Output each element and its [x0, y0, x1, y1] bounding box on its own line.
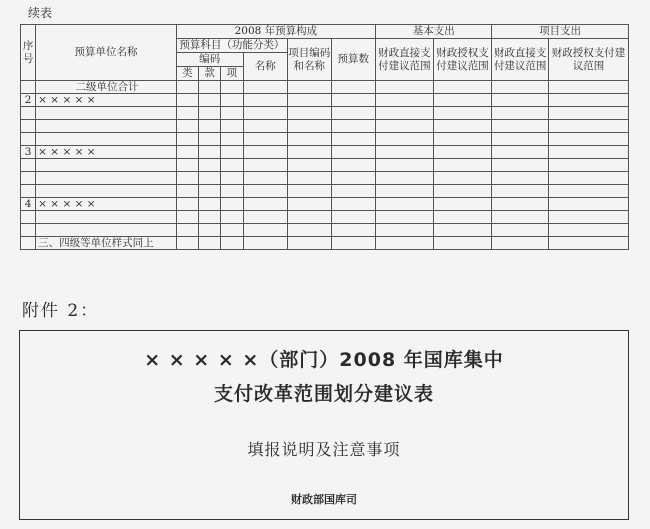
table-cell — [549, 120, 629, 133]
table-cell — [433, 159, 492, 172]
row-unit-name — [36, 133, 177, 146]
table-cell — [243, 133, 288, 146]
table-cell — [221, 172, 243, 185]
table-cell — [243, 185, 288, 198]
table-cell — [549, 198, 629, 211]
notice-box — [19, 330, 629, 520]
row-seq — [21, 237, 36, 250]
table-cell — [433, 146, 492, 159]
table-row — [21, 94, 629, 107]
table-cell — [376, 224, 434, 237]
table-cell — [243, 107, 288, 120]
table-cell — [199, 120, 221, 133]
table-cell — [331, 185, 376, 198]
table-cell — [176, 81, 198, 94]
table-cell — [331, 146, 376, 159]
table-cell — [243, 198, 288, 211]
table-cell — [331, 172, 376, 185]
table-row — [21, 133, 629, 146]
table-cell — [492, 159, 549, 172]
table-cell — [492, 224, 549, 237]
table-cell — [549, 81, 629, 94]
table-cell — [376, 159, 434, 172]
table-cell — [176, 133, 198, 146]
row-seq — [21, 81, 36, 94]
table-cell — [433, 107, 492, 120]
table-cell — [221, 159, 243, 172]
table-cell — [176, 120, 198, 133]
table-cell — [549, 172, 629, 185]
table-cell — [549, 224, 629, 237]
table-cell — [221, 224, 243, 237]
table-cell — [433, 81, 492, 94]
table-cell — [376, 94, 434, 107]
table-cell — [221, 211, 243, 224]
table-cell — [288, 94, 331, 107]
table-cell — [221, 120, 243, 133]
table-cell — [331, 94, 376, 107]
notice-issuer: 财政部国库司 — [291, 493, 357, 506]
table-cell — [288, 198, 331, 211]
table-cell — [288, 237, 331, 250]
table-cell — [221, 133, 243, 146]
table-cell — [376, 146, 434, 159]
row-unit-name — [36, 224, 177, 237]
attachment-label: 附件 2： — [22, 301, 100, 321]
row-unit-name: × × × × × — [36, 146, 177, 159]
table-cell — [433, 224, 492, 237]
table-cell — [492, 198, 549, 211]
row-unit-name: × × × × × — [36, 198, 177, 211]
table-row — [21, 237, 629, 250]
table-cell — [376, 172, 434, 185]
row-seq — [21, 185, 36, 198]
table-cell — [221, 237, 243, 250]
table-cell — [433, 185, 492, 198]
table-cell — [221, 185, 243, 198]
table-cell — [288, 107, 331, 120]
table-cell — [221, 94, 243, 107]
table-cell — [288, 81, 331, 94]
table-cell — [243, 211, 288, 224]
table-cell — [199, 211, 221, 224]
table-cell — [549, 133, 629, 146]
table-cell — [288, 120, 331, 133]
table-cell — [492, 81, 549, 94]
table-cell — [288, 146, 331, 159]
table-row — [21, 211, 629, 224]
table-cell — [221, 81, 243, 94]
table-cell — [221, 146, 243, 159]
table-cell — [176, 224, 198, 237]
table-cell — [199, 94, 221, 107]
table-cell — [433, 133, 492, 146]
row-seq — [21, 107, 36, 120]
table-cell — [376, 133, 434, 146]
row-unit-name — [36, 120, 177, 133]
table-cell — [331, 120, 376, 133]
header-code: 编码 — [176, 53, 243, 67]
notice-title-line2: 支付改革范围划分建议表 — [213, 383, 434, 405]
table-cell — [176, 211, 198, 224]
header-basic-direct-scope: 财政直接支付建议范围 — [376, 39, 434, 81]
table-cell — [331, 211, 376, 224]
table-cell — [199, 198, 221, 211]
row-seq — [21, 211, 36, 224]
table-cell — [331, 133, 376, 146]
table-cell — [176, 146, 198, 159]
table-cell — [492, 94, 549, 107]
table-cell — [243, 172, 288, 185]
table-cell — [176, 237, 198, 250]
row-seq: 3 — [21, 146, 36, 159]
table-cell — [288, 172, 331, 185]
table-cell — [492, 107, 549, 120]
table-cell — [376, 185, 434, 198]
table-cell — [331, 107, 376, 120]
table-cell — [243, 120, 288, 133]
table-cell — [221, 198, 243, 211]
table-cell — [288, 224, 331, 237]
table-cell — [433, 211, 492, 224]
table-cell — [176, 198, 198, 211]
budget-table — [20, 24, 629, 268]
table-cell — [331, 224, 376, 237]
table-cell — [549, 107, 629, 120]
table-cell — [176, 159, 198, 172]
table-cell — [243, 146, 288, 159]
table-cell — [433, 198, 492, 211]
row-unit-name — [36, 185, 177, 198]
table-cell — [433, 172, 492, 185]
table-cell — [492, 133, 549, 146]
header-project-code-name: 项目编码和名称 — [288, 39, 331, 81]
header-project-direct-scope: 财政直接支付建议范围 — [492, 39, 549, 81]
table-cell — [376, 211, 434, 224]
header-kuan: 款 — [199, 67, 221, 81]
header-lei: 类 — [176, 67, 198, 81]
row-unit-name: 二级单位合计 — [36, 81, 177, 94]
table-cell — [492, 172, 549, 185]
table-cell — [376, 81, 434, 94]
table-cell — [492, 120, 549, 133]
header-project-expense: 项目支出 — [492, 25, 629, 39]
row-seq — [21, 224, 36, 237]
row-unit-name — [36, 211, 177, 224]
header-budget-composition: 2008 年预算构成 — [176, 25, 375, 39]
table-cell — [199, 133, 221, 146]
table-cell — [331, 237, 376, 250]
table-row — [21, 159, 629, 172]
table-row — [21, 120, 629, 133]
row-seq — [21, 172, 36, 185]
header-unit-name: 预算单位名称 — [36, 25, 177, 81]
row-unit-name — [36, 107, 177, 120]
table-row — [21, 81, 629, 94]
table-cell — [433, 120, 492, 133]
header-basic-expense: 基本支出 — [376, 25, 492, 39]
table-cell — [331, 198, 376, 211]
table-cell — [199, 237, 221, 250]
table-cell — [199, 224, 221, 237]
header-project-authorized-scope: 财政授权支付建议范围 — [549, 39, 629, 81]
table-cell — [243, 81, 288, 94]
header-budget-amount: 预算数 — [331, 39, 376, 81]
table-row — [21, 107, 629, 120]
table-cell — [549, 94, 629, 107]
table-row — [21, 185, 629, 198]
table-cell — [288, 133, 331, 146]
table-row — [21, 172, 629, 185]
table-cell — [176, 172, 198, 185]
row-seq — [21, 159, 36, 172]
header-xiang: 项 — [221, 67, 243, 81]
table-cell — [199, 107, 221, 120]
table-cell — [243, 159, 288, 172]
header-budget-subject: 预算科目（功能分类） — [176, 39, 287, 53]
table-cell — [331, 159, 376, 172]
table-cell — [549, 159, 629, 172]
table-cell — [288, 185, 331, 198]
table-cell — [221, 107, 243, 120]
row-seq: 4 — [21, 198, 36, 211]
table-cell — [176, 185, 198, 198]
row-unit-name — [36, 172, 177, 185]
table-cell — [492, 237, 549, 250]
table-row — [21, 146, 629, 159]
table-cell — [331, 81, 376, 94]
table-cell — [376, 198, 434, 211]
table-cell — [433, 237, 492, 250]
row-seq — [21, 120, 36, 133]
row-unit-name: × × × × × — [36, 94, 177, 107]
row-seq: 2 — [21, 94, 36, 107]
table-cell — [549, 185, 629, 198]
table-cell — [549, 237, 629, 250]
table-cell — [376, 107, 434, 120]
table-cell — [492, 211, 549, 224]
table-cell — [199, 81, 221, 94]
notice-subtitle: 填报说明及注意事项 — [247, 440, 401, 459]
notice-title-line1: × × × × ×（部门）2008 年国库集中 — [144, 349, 504, 371]
table-cell — [199, 159, 221, 172]
table-row — [21, 198, 629, 211]
table-cell — [376, 237, 434, 250]
row-seq — [21, 133, 36, 146]
continued-label: 续表 — [28, 6, 53, 20]
table-cell — [199, 172, 221, 185]
table-cell — [243, 94, 288, 107]
header-name: 名称 — [243, 53, 288, 81]
row-unit-name — [36, 159, 177, 172]
table-cell — [288, 211, 331, 224]
table-cell — [433, 94, 492, 107]
table-cell — [243, 224, 288, 237]
table-cell — [288, 159, 331, 172]
header-basic-authorized-scope: 财政授权支付建议范围 — [433, 39, 492, 81]
header-seq: 序号 — [21, 25, 36, 81]
table-cell — [199, 146, 221, 159]
table-cell — [492, 146, 549, 159]
table-cell — [199, 185, 221, 198]
table-row — [21, 224, 629, 237]
table-cell — [492, 185, 549, 198]
table-cell — [176, 94, 198, 107]
table-cell — [176, 107, 198, 120]
table-cell — [549, 146, 629, 159]
table-cell — [243, 237, 288, 250]
table-cell — [376, 120, 434, 133]
table-cell — [549, 211, 629, 224]
row-unit-name: 三、四级等单位样式同上 — [36, 237, 177, 250]
